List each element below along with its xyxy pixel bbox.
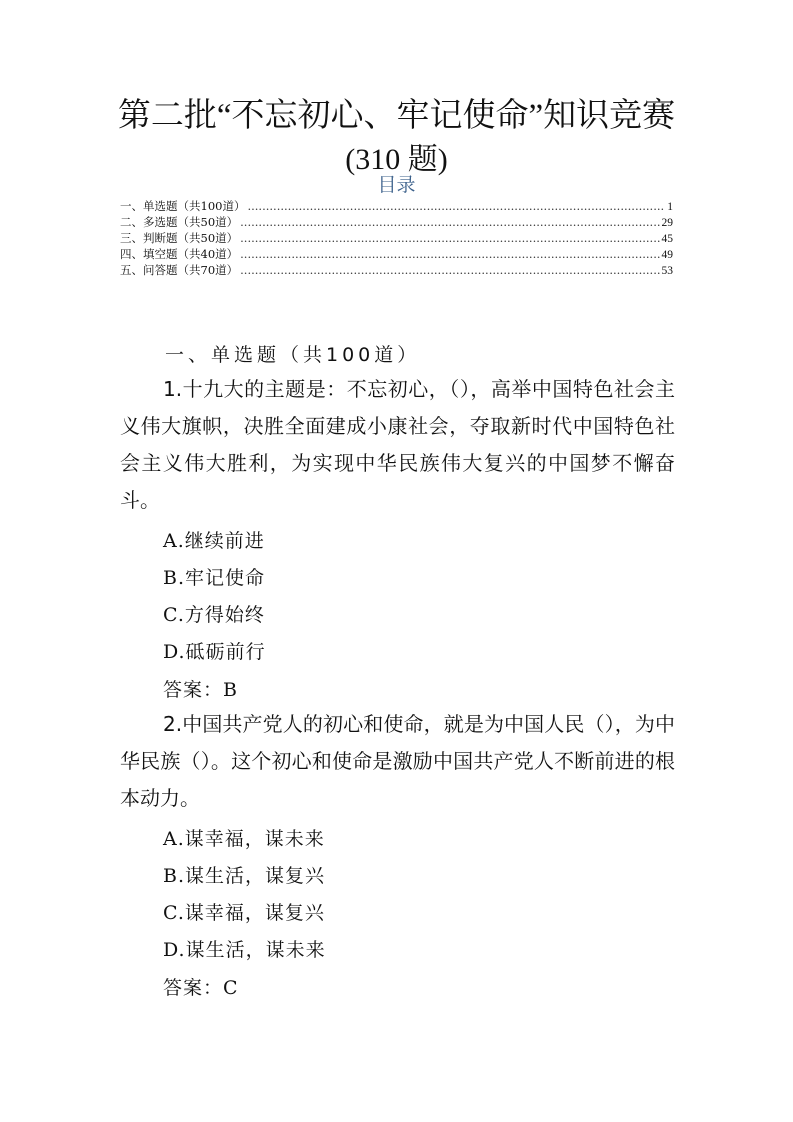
question-1-option-c: C.方得始终 <box>163 604 265 626</box>
toc-entry-page: 1 <box>667 201 673 213</box>
toc-entry-label: 一、单选题（共100道） <box>120 199 246 213</box>
question-2-answer: 答案：C <box>163 977 239 999</box>
toc-leader-dots <box>247 198 665 214</box>
document-subtitle: (310 题) <box>345 143 448 176</box>
toc-entry-question-answer[interactable] <box>120 262 673 278</box>
toc-entry-page: 45 <box>661 233 673 245</box>
question-1-option-b: B.牢记使命 <box>163 567 266 589</box>
question-2-option-b: B.谋生活，谋复兴 <box>163 865 326 887</box>
toc-entry-label: 五、问答题（共70道） <box>120 263 239 277</box>
question-2-option-a: A.谋幸福，谋未来 <box>163 828 325 850</box>
question-2-text: 2.中国共产党人的初心和使命，就是为中国人民（），为中华民族（）。这个初心和使命是激励中国共产党人不断前进的根本动力。 <box>120 712 675 810</box>
question-1-option-d: D.砥砺前行 <box>163 641 266 663</box>
question-1-answer: 答案：B <box>163 679 238 701</box>
toc-leader-dots <box>240 214 659 230</box>
question-2-option-d: D.谋生活，谋未来 <box>163 939 326 961</box>
question-2-option-c: C.谋幸福，谋复兴 <box>163 902 325 924</box>
question-1-option-a: A.继续前进 <box>163 530 265 552</box>
document-title: 第二批“不忘初心、牢记使命”知识竞赛 <box>117 98 676 134</box>
toc-entry-page: 53 <box>661 265 673 277</box>
toc-entry-single-choice[interactable] <box>120 198 673 214</box>
toc-entry-fill-blank[interactable] <box>120 246 673 262</box>
toc-entry-multiple-choice[interactable] <box>120 214 673 230</box>
toc-leader-dots <box>240 262 659 278</box>
question-1-text: 1.十九大的主题是：不忘初心，（），高举中国特色社会主义伟大旗帜，决胜全面建成小康社会，夺取新时代中国特色社会主义伟大胜利，为实现中华民族伟大复兴的中国梦不懈奋斗。 <box>120 377 675 512</box>
toc-entry-page: 29 <box>661 217 673 229</box>
toc-leader-dots <box>240 246 659 262</box>
toc-leader-dots <box>240 230 659 246</box>
toc-entry-label: 四、填空题（共40道） <box>120 247 239 261</box>
table-of-contents <box>120 198 673 278</box>
section-heading: 一、单选题（共100道） <box>165 344 421 366</box>
toc-entry-true-false[interactable] <box>120 230 673 246</box>
toc-heading: 目录 <box>377 174 416 196</box>
toc-entry-label: 三、判断题（共50道） <box>120 231 239 245</box>
toc-entry-label: 二、多选题（共50道） <box>120 215 239 229</box>
toc-entry-page: 49 <box>661 249 673 261</box>
